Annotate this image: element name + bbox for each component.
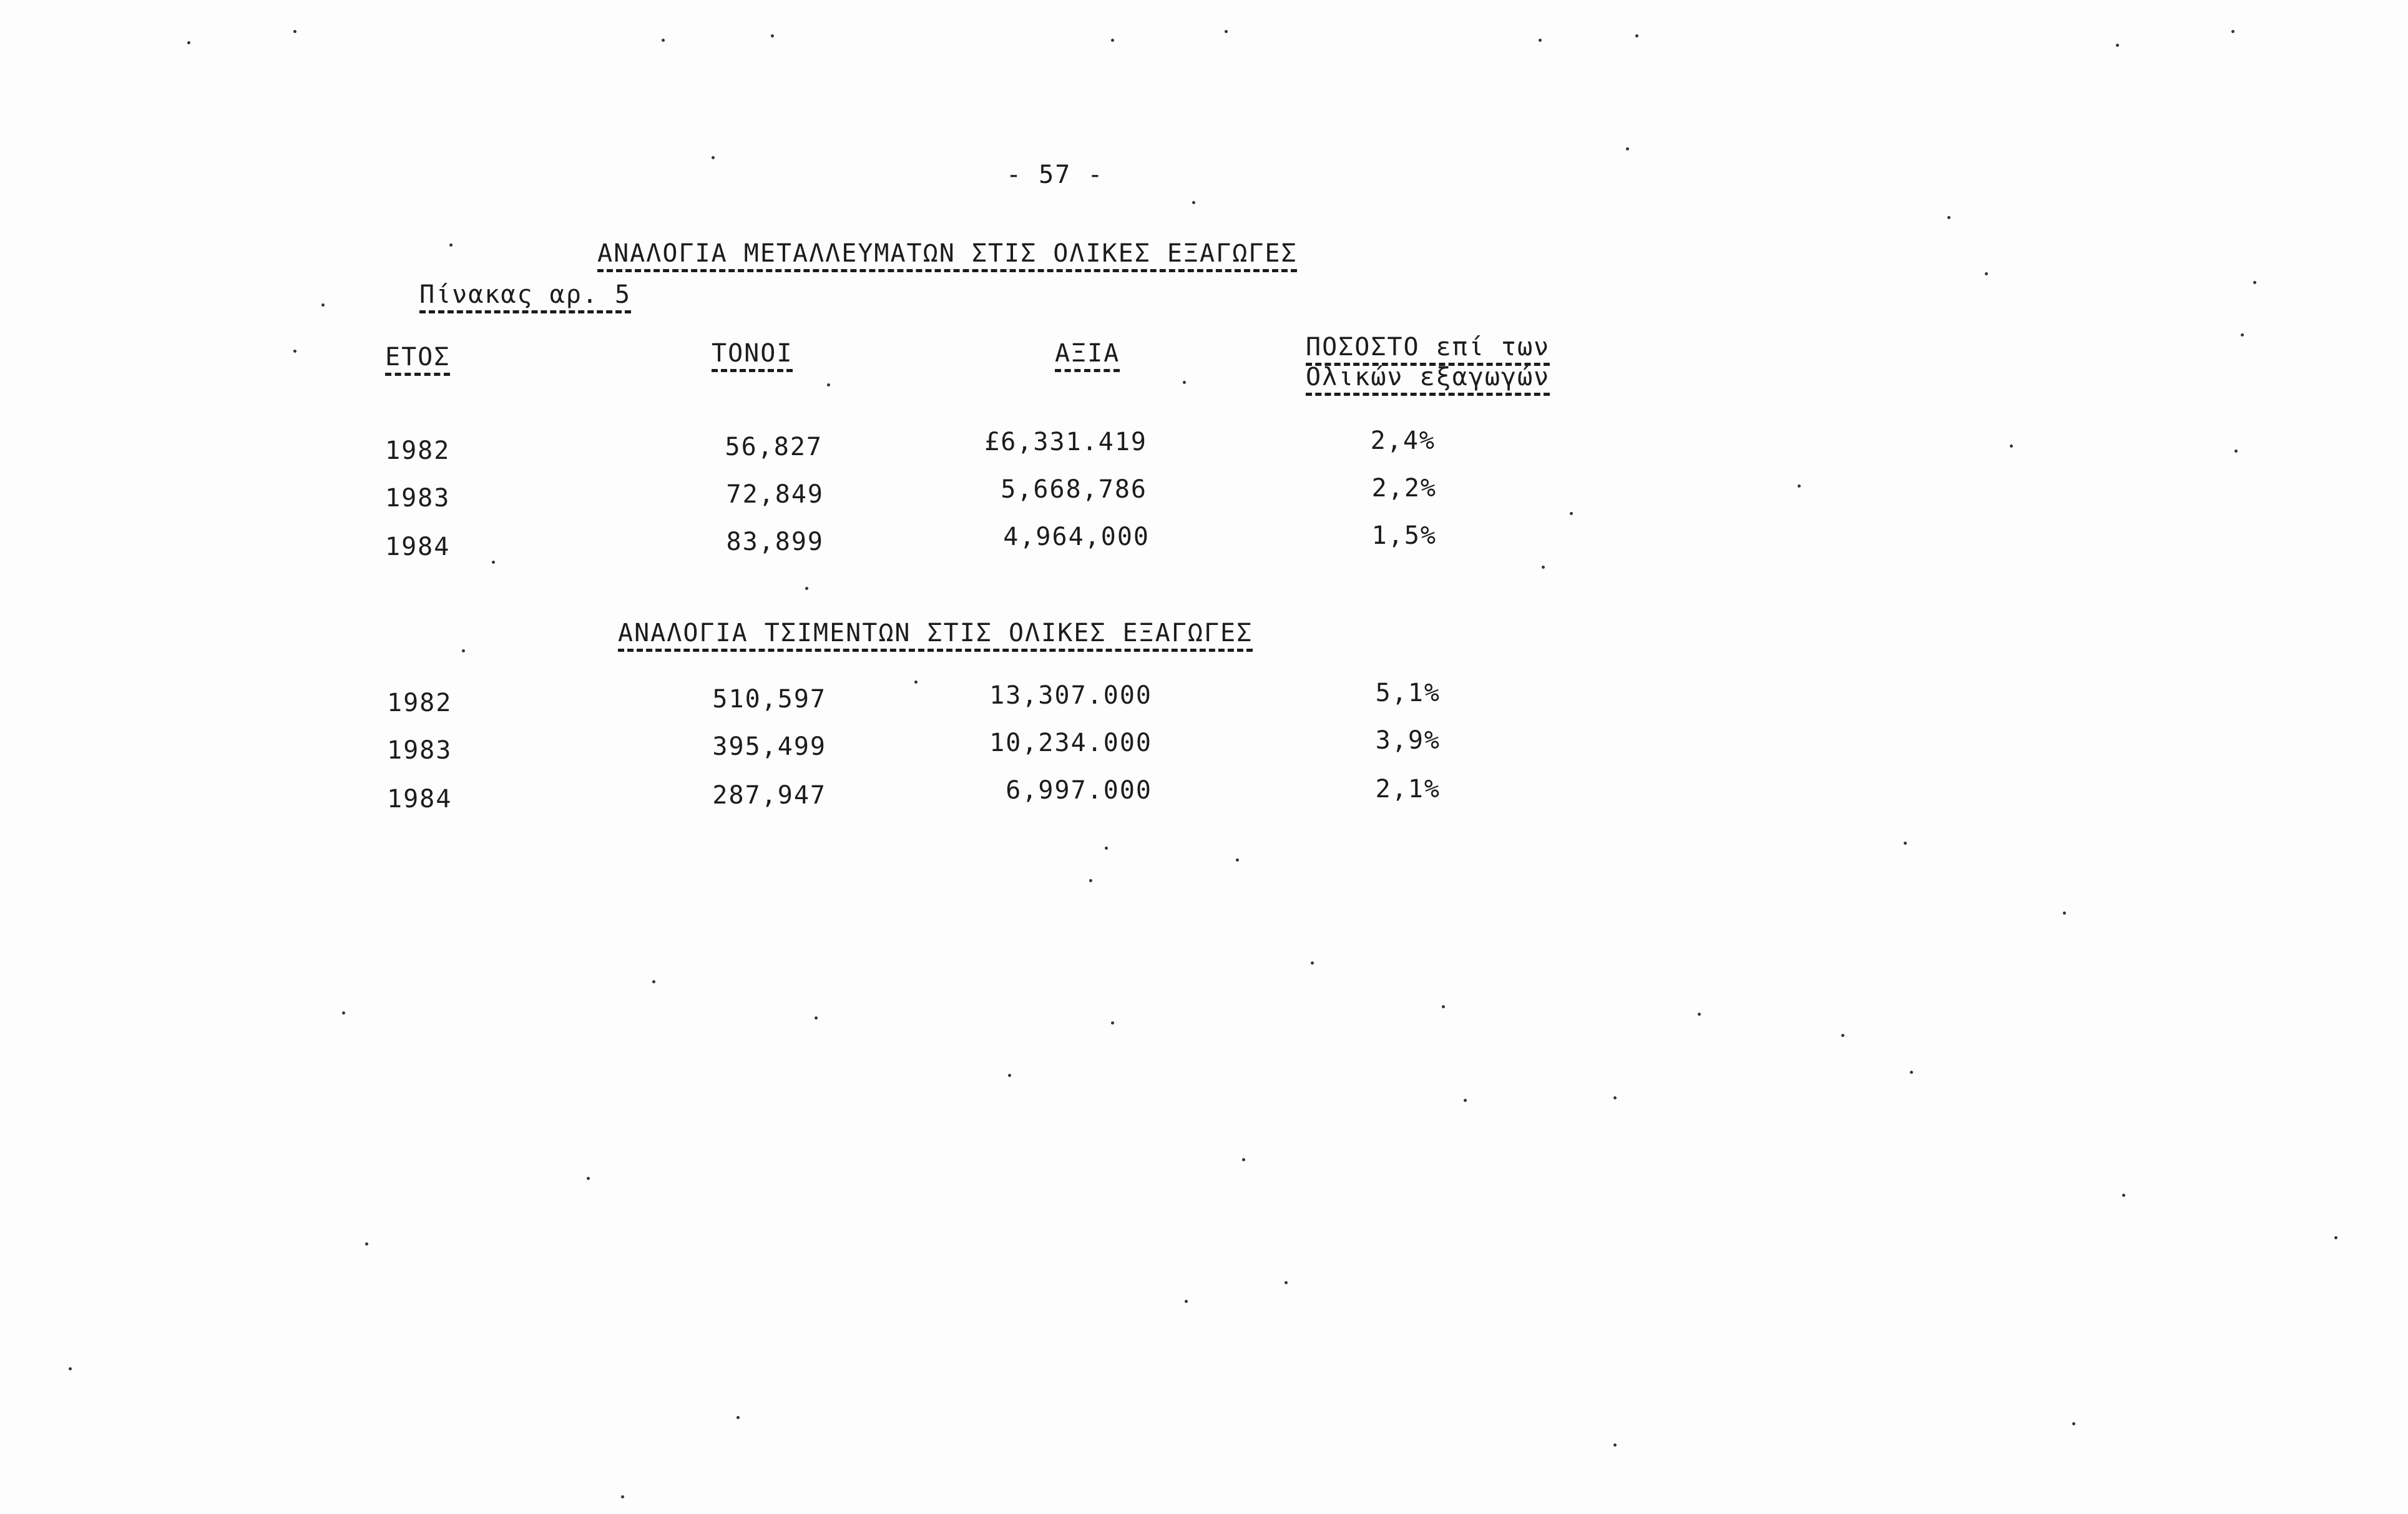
row-value: £6,331.419 [984, 428, 1147, 456]
speck [587, 1177, 590, 1180]
speck [1613, 1096, 1617, 1099]
speck [492, 561, 495, 564]
section1-title: ΑΝΑΛΟΓΙΑ ΜΕΤΑΛΛΕΥΜΑΤΩΝ ΣΤΙΣ ΟΛΙΚΕΣ ΕΞΑΓΩΓΕΣ [597, 239, 1298, 268]
speck [2072, 1422, 2075, 1425]
speck [365, 1242, 368, 1246]
speck [1698, 1013, 1701, 1016]
speck [2234, 450, 2238, 453]
row-tonnes: 83,899 [726, 528, 824, 556]
speck [2231, 30, 2234, 33]
row-year: 1984 [385, 533, 451, 561]
speck [2334, 1236, 2337, 1239]
speck [815, 1016, 818, 1020]
speck [2063, 912, 2066, 915]
speck [1111, 1021, 1114, 1025]
page-number: - 57 - [1006, 160, 1104, 189]
row-percent: 3,9% [1375, 726, 1441, 755]
speck [1242, 1158, 1245, 1161]
speck [1542, 566, 1545, 569]
speck [1626, 147, 1629, 150]
speck [1089, 879, 1092, 882]
speck [827, 383, 830, 386]
speck [1185, 1300, 1188, 1303]
speck [1910, 1071, 1913, 1074]
row-value: 13,307.000 [989, 681, 1152, 710]
speck [293, 350, 296, 353]
header-percent-line1: ΠΟΣΟΣΤΟ επί των [1306, 333, 1550, 361]
speck [737, 1416, 740, 1419]
speck [1947, 216, 1950, 219]
speck [1635, 34, 1638, 37]
speck [69, 1367, 72, 1370]
row-tonnes: 72,849 [726, 480, 824, 509]
row-tonnes: 287,947 [712, 781, 826, 810]
row-percent: 2,4% [1370, 426, 1436, 455]
speck [1008, 1074, 1011, 1077]
section2-title: ΑΝΑΛΟΓΙΑ ΤΣΙΜΕΝΤΩΝ ΣΤΙΣ ΟΛΙΚΕΣ ΕΞΑΓΩΓΕΣ [618, 619, 1253, 647]
header-value: ΑΞΙΑ [1055, 339, 1120, 368]
row-value: 5,668,786 [1001, 475, 1147, 504]
speck [2253, 281, 2256, 284]
speck [1285, 1281, 1288, 1284]
row-year: 1982 [387, 689, 453, 717]
header-percent-line2: Ολικών εξαγωγών [1306, 363, 1550, 391]
speck [1464, 1099, 1467, 1102]
speck [1105, 847, 1108, 850]
speck [914, 681, 918, 684]
speck [321, 303, 325, 307]
row-tonnes: 56,827 [725, 433, 823, 461]
speck [462, 649, 465, 652]
speck [1311, 961, 1314, 965]
speck [1111, 39, 1114, 42]
speck [2122, 1194, 2125, 1197]
row-year: 1984 [387, 785, 453, 814]
speck [1539, 39, 1542, 42]
header-tonnes: ΤΟΝΟΙ [712, 339, 793, 368]
speck [771, 34, 774, 37]
row-percent: 5,1% [1375, 679, 1441, 707]
row-percent: 2,1% [1375, 775, 1441, 804]
row-value: 4,964,000 [1003, 523, 1150, 551]
speck [1183, 381, 1186, 384]
speck [1442, 1005, 1445, 1008]
speck [1236, 858, 1239, 862]
speck [652, 980, 655, 983]
header-year: ΕΤΟΣ [385, 343, 451, 371]
speck [2010, 445, 2013, 448]
speck [621, 1495, 624, 1498]
row-value: 6,997.000 [1006, 776, 1152, 805]
row-tonnes: 510,597 [712, 685, 826, 714]
table-label: Πίνακας αρ. 5 [419, 280, 632, 309]
row-value: 10,234.000 [989, 729, 1152, 757]
row-year: 1982 [385, 436, 451, 465]
speck [1225, 30, 1228, 33]
speck [2241, 333, 2244, 337]
speck [1798, 484, 1801, 488]
speck [1841, 1034, 1844, 1037]
speck [662, 39, 665, 42]
speck [1613, 1443, 1617, 1447]
speck [712, 156, 715, 159]
speck [187, 41, 190, 44]
row-year: 1983 [387, 736, 453, 765]
speck [293, 30, 296, 33]
row-percent: 2,2% [1371, 474, 1437, 503]
row-tonnes: 395,499 [712, 732, 826, 761]
speck [342, 1011, 345, 1015]
speck [1985, 272, 1988, 275]
speck [1192, 201, 1195, 204]
speck [449, 243, 453, 247]
speck [1570, 512, 1573, 515]
speck [805, 587, 808, 590]
row-percent: 1,5% [1371, 521, 1437, 550]
row-year: 1983 [385, 484, 451, 513]
speck [2116, 44, 2119, 47]
speck [1904, 842, 1907, 845]
